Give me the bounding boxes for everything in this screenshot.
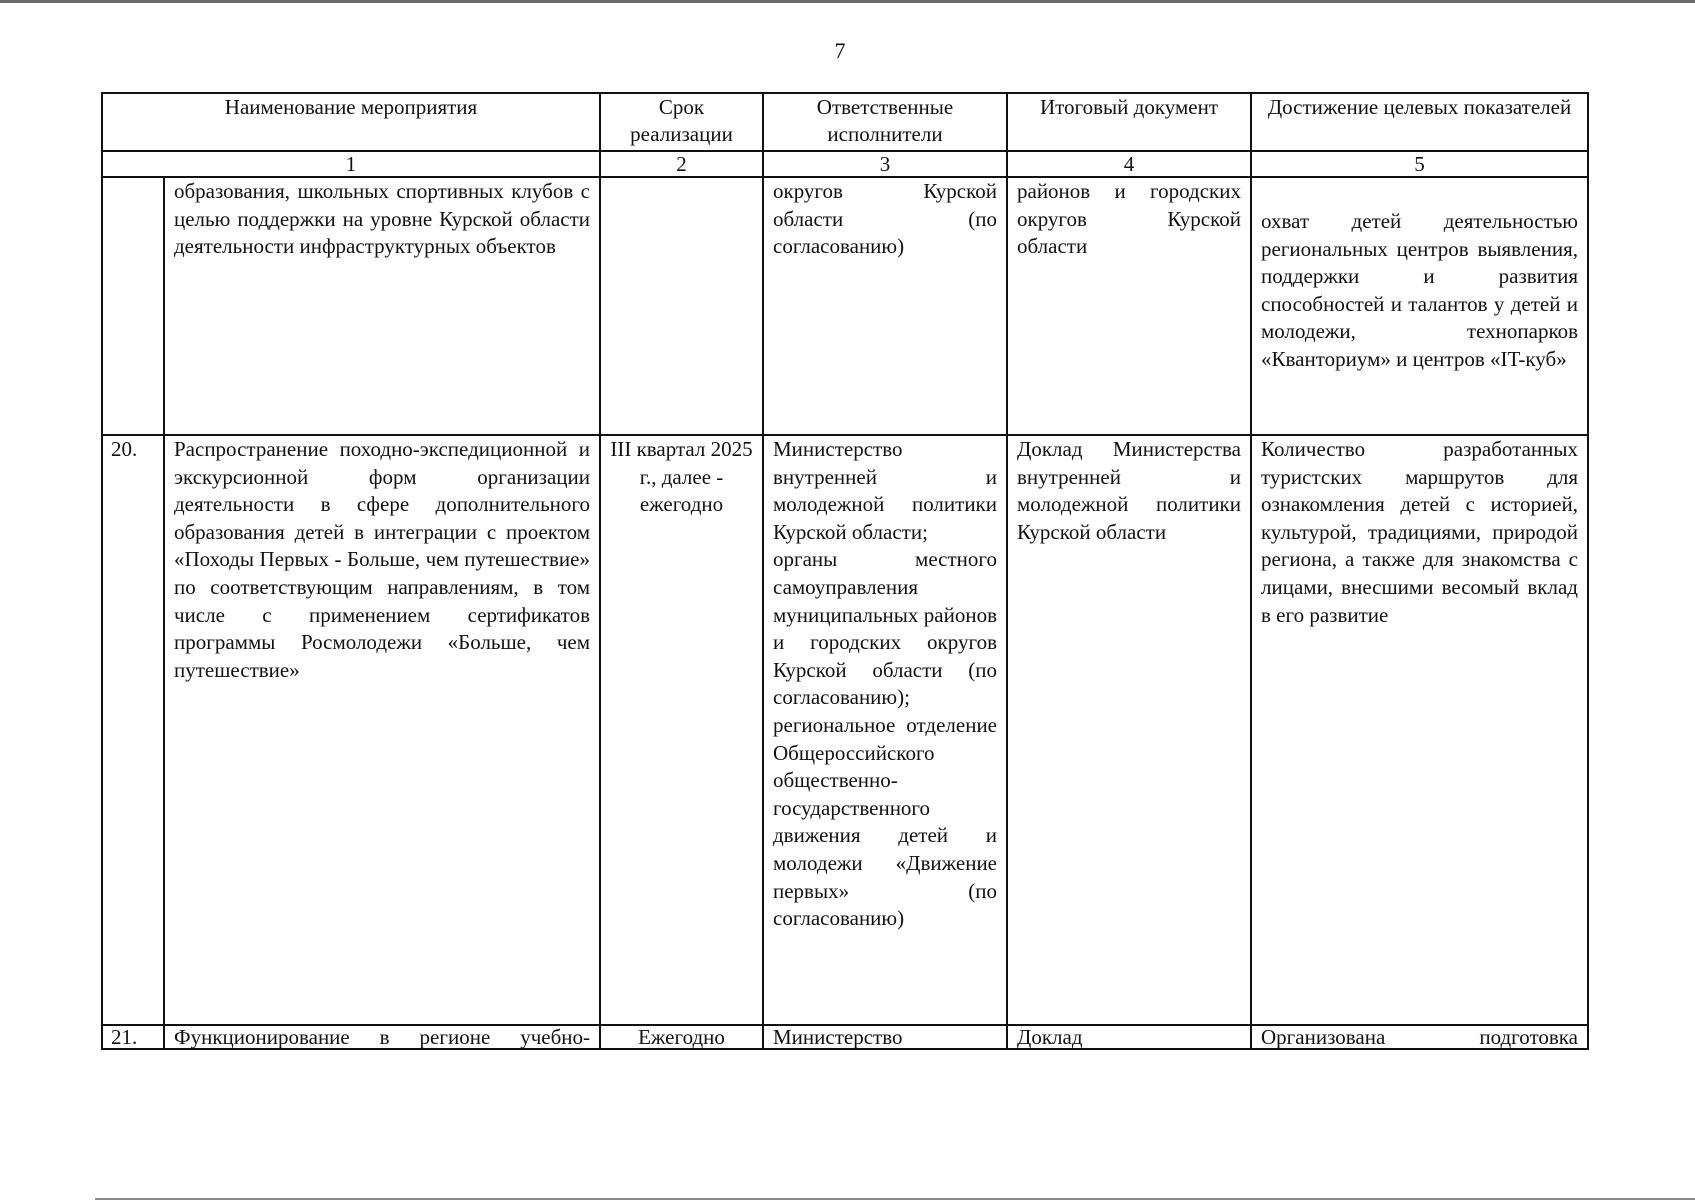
measure-document: районов и городских округов Курской области — [1007, 177, 1251, 435]
row-number: 21. — [102, 1025, 164, 1049]
measures-table — [101, 92, 1589, 1050]
measure-term — [600, 177, 763, 435]
measure-indicators: Организована подготовка — [1251, 1025, 1588, 1049]
page-number: 7 — [834, 38, 846, 63]
measure-term: Ежегодно — [600, 1025, 763, 1049]
row-number — [102, 177, 164, 435]
table-row — [102, 1025, 1588, 1049]
column-number-1: 1 — [102, 151, 600, 177]
responsible-regional-branch: региональное отделение Общероссийского общественно-государственного движения детей и молодежи «Движение первых» (по согласованию) — [773, 712, 997, 931]
measure-document: Доклад Министерства внутренней и молодежной политики Курской области — [1007, 435, 1251, 1025]
header-term: Срок реализации — [600, 93, 763, 151]
column-number-5: 5 — [1251, 151, 1588, 177]
header-indicators: Достижение целевых показателей — [1251, 93, 1588, 151]
header-document: Итоговый документ — [1007, 93, 1251, 151]
measure-indicators: охват детей деятельностью региональных центров выявления, поддержки и развития способностей и талантов у детей и молодежи, технопарков «Кванториум» и центров «IT-куб» — [1251, 177, 1588, 435]
header-row — [102, 93, 1588, 151]
measure-name: Функционирование в регионе учебно- — [164, 1025, 600, 1049]
column-number-row — [102, 151, 1588, 177]
header-responsible: Ответственные исполнители — [763, 93, 1007, 151]
measure-responsible: округов Курской области (по согласованию) — [763, 177, 1007, 435]
column-number-4: 4 — [1007, 151, 1251, 177]
measure-indicators: Количество разработанных туристских маршрутов для ознакомления детей с историей, культурой, традициями, природой региона, а также для знакомства с лицами, внесшими весомый вклад в его развитие — [1251, 435, 1588, 1025]
measure-responsible: Министерство — [763, 1025, 1007, 1049]
measure-name: образования, школьных спортивных клубов с целью поддержки на уровне Курской области деятельности инфраструктурных объектов — [164, 177, 600, 435]
measure-responsible — [763, 435, 1007, 1025]
table-row — [102, 177, 1588, 435]
measure-document: Доклад — [1007, 1025, 1251, 1049]
measure-term: III квартал 2025 г., далее - ежегодно — [600, 435, 763, 1025]
responsible-ministry: Министерство внутренней и молодежной политики Курской области; — [773, 437, 997, 544]
measure-name: Распространение походно-экспедиционной и экскурсионной форм организации деятельности в сфере дополнительного образования детей в интеграции с проектом «Походы Первых - Больше, чем путешествие» по соответствующим направлениям, в том числе с применением сертификатов программы Росмолодежи «Больше, чем путешествие» — [164, 435, 600, 1025]
row-number: 20. — [102, 435, 164, 1025]
column-number-3: 3 — [763, 151, 1007, 177]
page-top-edge — [0, 0, 1695, 3]
header-name: Наименование мероприятия — [102, 93, 600, 151]
column-number-2: 2 — [600, 151, 763, 177]
responsible-local-government: органы местного самоуправления муниципальных районов и городских округов Курской области (по согласованию); — [773, 547, 997, 710]
table-row — [102, 435, 1588, 1025]
